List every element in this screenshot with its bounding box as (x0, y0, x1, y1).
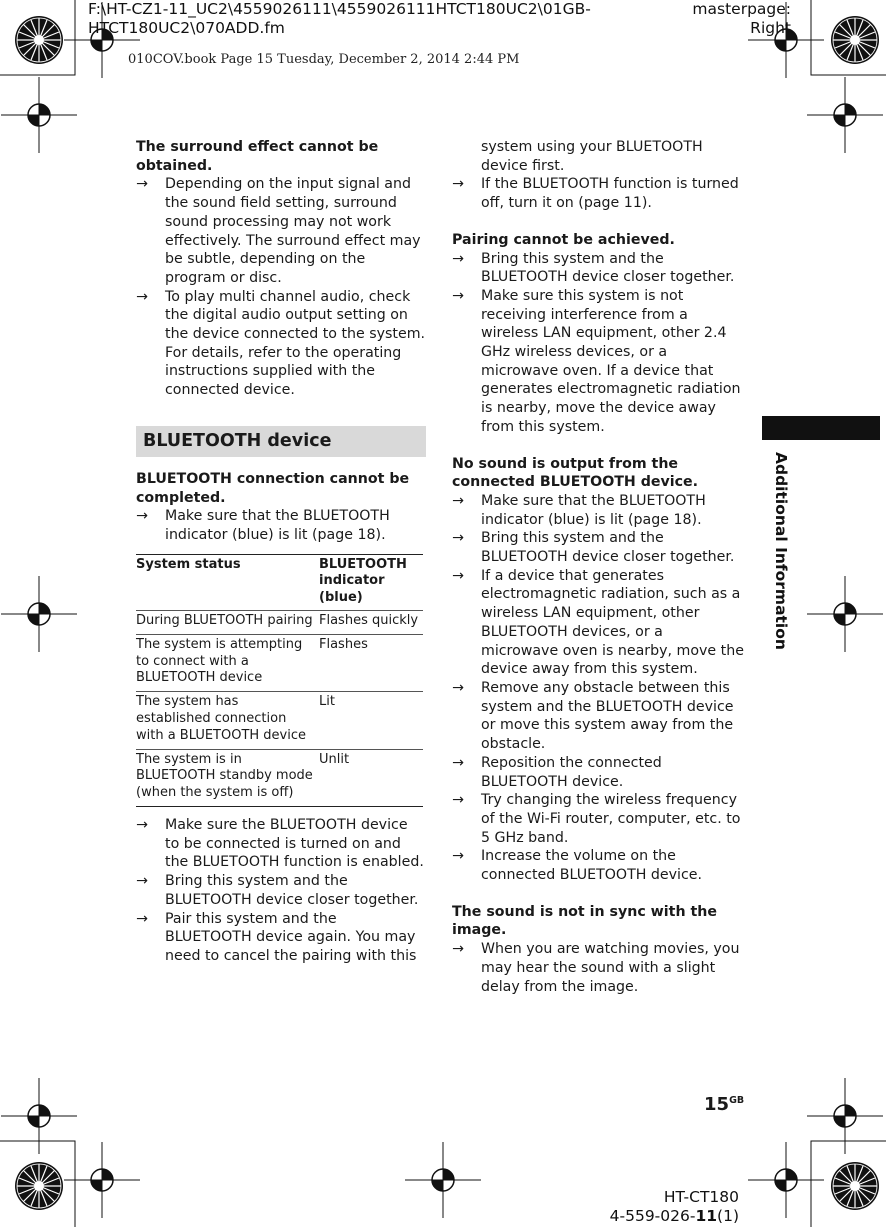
list-item: → Bring this system and the BLUETOOTH device closer together. (452, 250, 735, 286)
list-item: → Make sure the BLUETOOTH device to be connected is turned on and the BLUETOOTH function is enabled. (136, 817, 424, 871)
file-path-line-1: F:\HT-CZ1-11_UC2\4559026111\4559026111HTCT180UC2\01GB- (88, 0, 591, 18)
list-item: → Pair this system and the BLUETOOTH device again. You may need to cancel the pairing with this (136, 910, 417, 964)
arrow-icon: → (136, 176, 148, 193)
table-row (136, 749, 423, 806)
arrow-icon: → (452, 567, 464, 584)
arrow-icon: → (452, 941, 464, 958)
arrow-icon: → (136, 508, 148, 525)
document-code: 4-559-026-11(1) (609, 1207, 739, 1225)
list-item: → Make sure this system is not receiving interference from a wireless LAN equipment, other 2.4 GHz wireless devices, or a microwave oven. If a device that generates electromagnetic radiation is nearby, move the device away from this system. (452, 287, 741, 435)
list-item: → Make sure that the BLUETOOTH indicator (blue) is lit (page 18). (136, 508, 390, 543)
list-item: → Increase the volume on the connected BLUETOOTH device. (452, 848, 703, 884)
masterpage-line-1: masterpage: (692, 0, 791, 18)
list-item-continued: system using your BLUETOOTH device first. (481, 139, 703, 174)
section-title-bar (136, 426, 426, 457)
arrow-icon: → (452, 792, 464, 809)
no-sound-list (452, 492, 744, 885)
pairing-heading: Pairing cannot be achieved. (452, 231, 675, 248)
file-path-header (88, 0, 608, 38)
model-name: HT-CT180 (663, 1188, 739, 1206)
page-number: $15^{GB}$ (704, 1094, 745, 1115)
arrow-icon: → (452, 176, 464, 193)
column-header: BLUETOOTH indicator (blue) (319, 554, 423, 610)
table-header-row (136, 554, 423, 610)
table-row (136, 611, 423, 635)
table-cell: The system has established connection with a BLUETOOTH device (136, 692, 319, 749)
model-info (610, 1188, 739, 1226)
pairing-list (452, 250, 744, 437)
section-title: BLUETOOTH device (143, 430, 332, 451)
list-item: → Depending on the input signal and the sound field setting, surround sound processing may not work effectively. The surround effect may be subtle, depending on the program or disc. (136, 176, 421, 286)
masterpage-header (692, 0, 791, 38)
table-cell: The system is in BLUETOOTH standby mode (when the system is off) (136, 749, 319, 806)
list-item: → Bring this system and the BLUETOOTH device closer together. (136, 873, 419, 908)
table-cell: Flashes quickly (319, 611, 423, 635)
status-table (136, 554, 423, 807)
table-row (136, 634, 423, 691)
table-cell: Unlit (319, 749, 423, 806)
page-suffix: GB (729, 1095, 745, 1106)
masterpage-line-2: Right (750, 19, 791, 37)
list-item: → Make sure that the BLUETOOTH indicator (blue) is lit (page 18). (452, 492, 706, 528)
arrow-icon: → (136, 288, 148, 305)
table-cell: Flashes (319, 634, 423, 691)
after-table-list (136, 816, 426, 966)
list-item: → To play multi channel audio, check the digital audio output setting on the device connected to the system. For details, refer to the operating instructions supplied with the connected device. (136, 288, 426, 399)
arrow-icon: → (452, 754, 464, 771)
list-item: → If the BLUETOOTH function is turned off, turn it on (page 11). (452, 176, 739, 212)
surround-list (136, 175, 426, 399)
continuation-list (452, 138, 744, 213)
arrow-icon: → (452, 679, 464, 696)
side-section-label: Additional Information (772, 452, 790, 650)
no-sound-heading: No sound is output from the connected BLUETOOTH device. (452, 455, 699, 491)
arrow-icon: → (452, 530, 464, 547)
connection-list (136, 507, 426, 544)
file-path-line-2: HTCT180UC2\070ADD.fm (88, 19, 285, 37)
list-item: → Remove any obstacle between this system and the BLUETOOTH device or move this system away from the obstacle. (452, 679, 734, 753)
table-row (136, 692, 423, 749)
book-stamp: 010COV.book Page 15 Tuesday, December 2, 2014 2:44 PM (128, 52, 520, 67)
connection-heading: BLUETOOTH connection cannot be completed. (136, 470, 410, 506)
arrow-icon: → (452, 250, 464, 267)
table-cell: Lit (319, 692, 423, 749)
table-cell: During BLUETOOTH pairing (136, 611, 319, 635)
arrow-icon: → (136, 910, 148, 927)
surround-heading: The surround effect cannot be obtained. (136, 139, 379, 174)
list-item: → Try changing the wireless frequency of the Wi-Fi router, computer, etc. to 5 GHz band. (452, 792, 741, 846)
list-item: → Bring this system and the BLUETOOTH device closer together. (452, 530, 735, 566)
arrow-icon: → (452, 492, 464, 509)
sync-list (452, 940, 744, 996)
section-tab-marker (762, 416, 880, 440)
list-item: → If a device that generates electromagnetic radiation, such as a wireless LAN equipment, other BLUETOOTH devices, or a microwave oven is nearby, move the device away from this system. (452, 567, 744, 678)
arrow-icon: → (452, 287, 464, 304)
list-item: → Reposition the connected BLUETOOTH device. (452, 754, 662, 790)
table-cell: The system is attempting to connect with a BLUETOOTH device (136, 634, 319, 691)
list-item: → When you are watching movies, you may hear the sound with a slight delay from the image. (452, 941, 740, 995)
right-column (452, 138, 744, 996)
arrow-icon: → (136, 873, 148, 890)
arrow-icon: → (136, 817, 148, 834)
left-column (136, 138, 426, 966)
sync-heading: The sound is not in sync with the image. (452, 903, 717, 939)
column-header: System status (136, 554, 319, 610)
arrow-icon: → (452, 848, 464, 865)
